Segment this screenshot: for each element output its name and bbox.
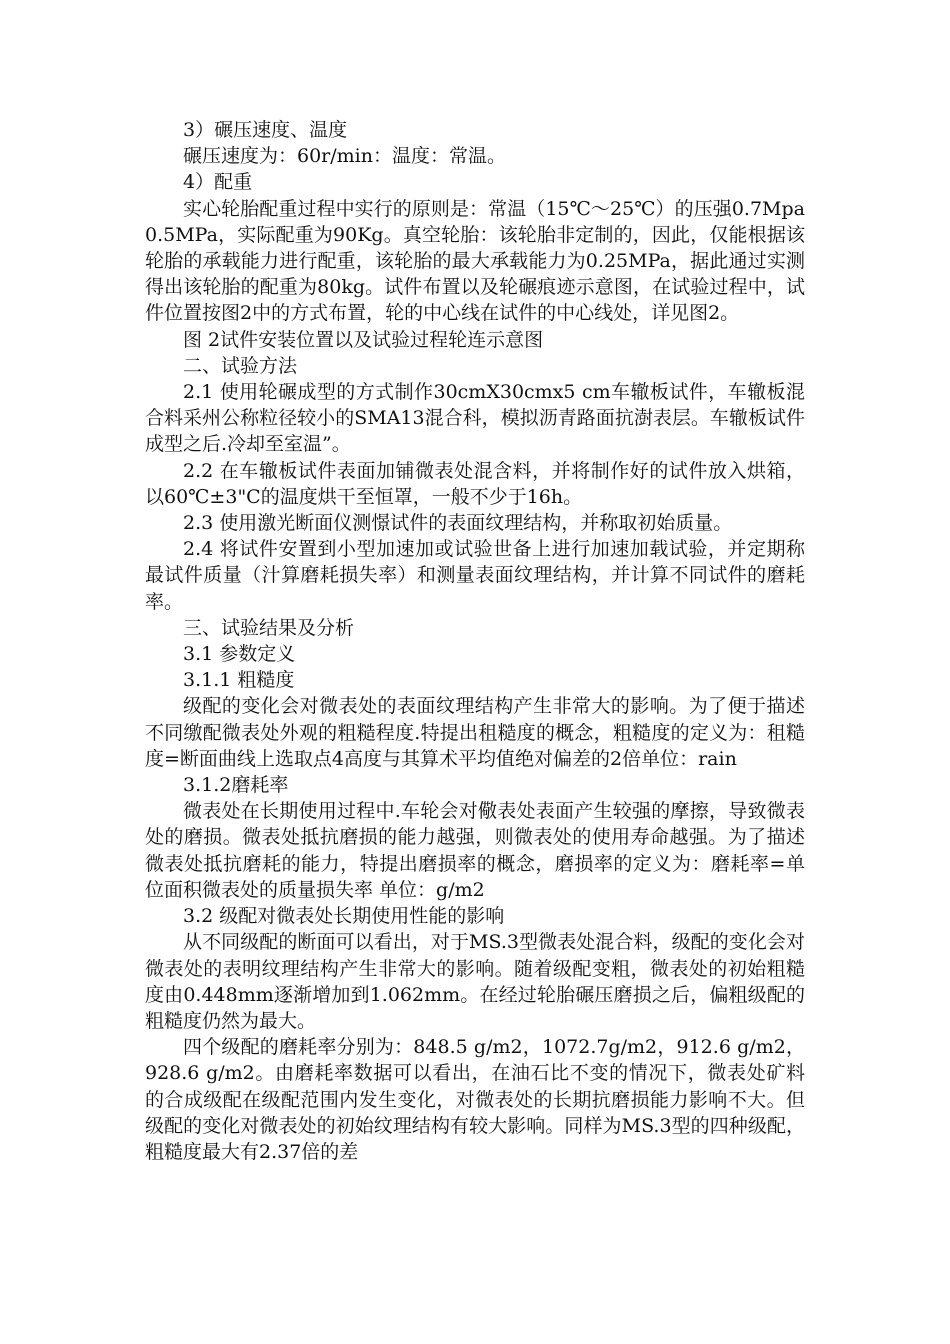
paragraph-rolling-speed: 碾压速度为：60r/min：温度：常温。 — [183, 145, 506, 168]
subheading-3-1: 3.1 参数定义 — [183, 643, 296, 666]
paragraph-2-3: 2.3 使用激光断面仪测憬试件的表面纹理结构，并称取初始质量。 — [183, 512, 733, 535]
paragraph-counterweight: 实心轮胎配重过程中实行的原则是：常温（15℃～25℃）的压强0.7Mpa 0.5MPa，实际配重为90Kg。真空轮胎：该轮胎非定制的，因此，仅能根据该轮胎的承载能力进行配重，该轮胎的最大承载能力为0.25MPa，据此通过实测得出该轮胎的配重为80kg。试件布置以及轮碾痕迹示意图，在试验过程中，试件位置按图2中的方式布置，轮的中心线在试件的中心线处，详见图2。 — [145, 197, 805, 325]
heading-rolling-speed-temperature: 3）碾压速度、温度 — [183, 119, 348, 141]
section-heading-test-method: 二、试验方法 — [183, 354, 298, 377]
paragraph-roughness-definition: 级配的变化会对微表处的表面纹理结构产生非常大的影响。为了便于描述不同缴配微表处外观的粗糙程度.特提出租糙度的概念，粗糙度的定义为：租糙度=断面曲线上选取点4高度与其算术平均值绝对偏差的2倍单位：rain — [145, 695, 805, 770]
paragraph-2-2: 2.2 在车辙板试件表面加铺微表处混含料，并将制作好的试件放入烘箱，以60℃±3"C的温度烘干至恒罩，一般不少于16h。 — [145, 459, 805, 508]
heading-counterweight: 4）配重 — [183, 171, 253, 194]
paragraph-gradation-effect: 从不同级配的断面可以看出，对于MS.3型微表处混合料，级配的变化会对微表处的表明纹理结构产生非常大的影响。随着级配变粗，微表处的初始粗糙度由0.448mm逐渐增加到1.062mm。在经过轮胎碾压磨损之后，偏粗级配的粗糙度仍然为最大。 — [145, 931, 805, 1032]
document-page — [145, 117, 805, 1165]
subheading-3-2: 3.2 级配对微表处长期使用性能的影响 — [183, 905, 505, 928]
subheading-3-1-1: 3.1.1 粗糙度 — [183, 669, 295, 692]
section-heading-results-analysis: 三、试验结果及分析 — [183, 616, 355, 639]
subheading-3-1-2: 3.1.2磨耗率 — [183, 774, 289, 797]
paragraph-wear-rate-definition: 微表处在长期使用过程中.车轮会对儆表处表面产生较强的摩擦，导致微表处的磨损。微表处抵抗磨损的能力越强，则微表处的使用寿命越强。为了描述微表处抵抗磨耗的能力，特提出磨损率的概念，磨损率的定义为：磨耗率=单位面积微表处的质量损失率 单位：g/m2 — [145, 800, 805, 901]
figure-caption-2: 图 2试件安装位置以及试验过程轮连示意图 — [183, 328, 544, 351]
paragraph-wear-rates: 四个级配的磨耗率分别为：848.5 g/m2，1072.7g/m2，912.6 g/m2，928.6 g/m2。由磨耗率数据可以看出，在油石比不变的情况下，微表处矿料的合成级配在级配范围内发生变化，对微表处的长期抗磨损能力影响不大。但级配的变化对微表处的初始纹理结构有较大影响。同样为MS.3型的四种级配，粗糙度最大有2.37倍的差 — [145, 1036, 805, 1163]
paragraph-2-4: 2.4 将试件安置到小型加速加或试验世备上进行加速加载试验，并定期称最试件质量（汁算磨耗损失率）和测量表面纹理结构，并计算不同试件的磨耗率。 — [145, 538, 805, 613]
paragraph-2-1: 2.1 使用轮碾成型的方式制作30cmX30cmx5 cm车辙板试件，车辙板混合料采州公称粒径较小的SMA13混合科，模拟沥青路面抗澍表层。车辙板试件成型之后.冷却至室温”。 — [145, 381, 805, 456]
